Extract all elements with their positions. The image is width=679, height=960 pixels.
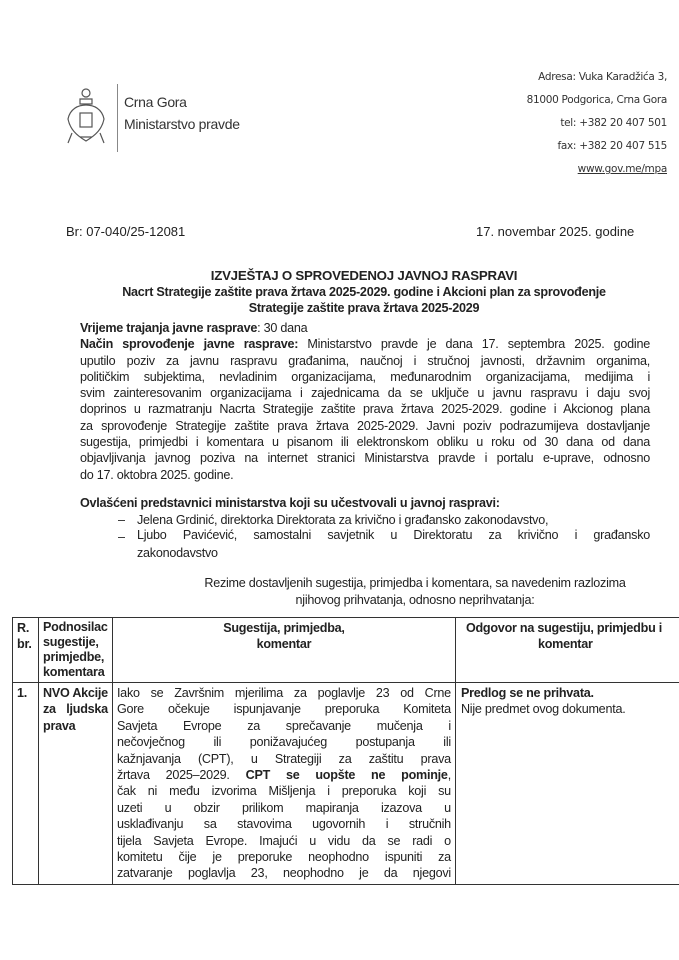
- representative-item: Ljubo Pavićević, samostalni savjetnik u Direktoratu za krivično i građansko: [137, 528, 650, 542]
- table-row: [13, 683, 679, 885]
- header-number: R. br.: [13, 618, 39, 683]
- table-header-row: [13, 618, 679, 683]
- method-line: doprinos u razmatranju Nacrta Strategije zaštite prava žrtava 2025-2029. godine i Akcionog plana: [80, 402, 650, 417]
- report-subtitle: Nacrt Strategije zaštite prava žrtava 2025-2029. godine i Akcioni plan za sprovođenje: [122, 285, 606, 299]
- method-line: uputilo poziv za javnu raspravu građanima, naučnoj i stručnoj javnosti, državnim organima,: [80, 353, 650, 368]
- method-line: objavljivanja javnog poziva na internet stranici Ministarstva pravde i portalu e-uprave, odnosno: [80, 451, 650, 466]
- row-comment: Iako se Završnim mjerilima za poglavlje 23 od Crne Gore očekuje ispunjavanje preporuka Komiteta Savjeta Evrope za sprečavanje mučenja i nečovječnog ili ponižavajućeg postupanja ili kažnjavanja (CPT), u Strategiji za zaštitu prava žrtava 2025–2029. CPT se uopšte ne pominje, čak ni među izvorima Mišljenja i preporuka koji su uzeti u obzir prilikom mapiranja izazova u usklađivanju sa stavovima ugovornih i stručnih tijela Savjeta Evrope. Imajući u vidu da se radi o komitetu čije je preporuke neophodno ispuniti za zatvaranje poglavlja 23, neophodno je da njegovi: [112, 683, 455, 885]
- representative-item: zakonodavstvo: [137, 546, 218, 560]
- report-title: IZVJEŠTAJ O SPROVEDENOJ JAVNOJ RASPRAVI: [210, 268, 518, 283]
- address-line: 81000 Podgorica, Crna Gora: [526, 94, 667, 106]
- method-line: sugestija, primjedbi i komentara u pisanom ili elektronskom obliku u roku od 30 dana od dana: [80, 435, 650, 450]
- header-comment: Sugestija, primjedba, komentar: [112, 618, 455, 683]
- method-line: svim zainteresovanim organizacijama i zajednicama da se uključe u javnu raspravu i daju svoj: [80, 386, 650, 401]
- letterhead-divider: [117, 84, 118, 152]
- representatives-heading: Ovlašćeni predstavnici ministarstva koji su učestvovali u javnoj raspravi:: [80, 496, 500, 510]
- header-submitter: Podnosilac sugestije, primjedbe, komentara: [39, 618, 113, 683]
- summary-caption: njihovog prihvatanja, odnosno neprihvatanja:: [295, 593, 535, 607]
- summary-caption: Rezime dostavljenih sugestija, primjedba i komentara, sa navedenim razlozima: [204, 576, 626, 590]
- row-response: Predlog se ne prihvata. Nije predmet ovog dokumenta.: [455, 683, 679, 885]
- row-number: 1.: [13, 683, 39, 885]
- country-name: Crna Gora: [124, 94, 187, 110]
- row-submitter: NVO Akcije za ljudska prava: [39, 683, 113, 885]
- phone: tel: +382 20 407 501: [560, 117, 667, 129]
- method-line: do 17. oktobra 2025. godine.: [80, 467, 234, 482]
- method-line: Način sprovođenje javne rasprave: Ministarstvo pravde je dana 17. septembra 2025. godine: [80, 337, 650, 352]
- report-subtitle: Strategije zaštite prava žrtava 2025-2029: [248, 301, 480, 315]
- method-line: političkim subjektima, nevladinim organizacijama, međunarodnim organizacijama, medijima i: [80, 369, 650, 384]
- fax: fax: +382 20 407 515: [557, 140, 667, 152]
- method-line: za sprovođenje Strategije zaštite prava žrtava 2025-2029. Javni poziv podrazumijeva dostavljanje: [80, 418, 650, 433]
- bullet-dash: –: [118, 530, 126, 544]
- address-line: Adresa: Vuka Karadžića 3,: [538, 71, 667, 83]
- coat-of-arms-icon: [66, 87, 106, 149]
- ministry-name: Ministarstvo pravde: [124, 116, 240, 132]
- bullet-dash: –: [118, 513, 126, 527]
- representative-item: Jelena Grdinić, direktorka Direktorata za krivično i građansko zakonodavstvo,: [137, 513, 549, 527]
- header-response: Odgovor na sugestiju, primjedbu i komentar: [455, 618, 679, 683]
- duration-line: Vrijeme trajanja javne rasprave: 30 dana: [80, 321, 308, 335]
- website-link[interactable]: www.gov.me/mpa: [577, 163, 667, 175]
- reference-number: Br: 07-040/25-12081: [66, 224, 186, 239]
- comments-table: [12, 617, 679, 885]
- document-date: 17. novembar 2025. godine: [476, 224, 635, 239]
